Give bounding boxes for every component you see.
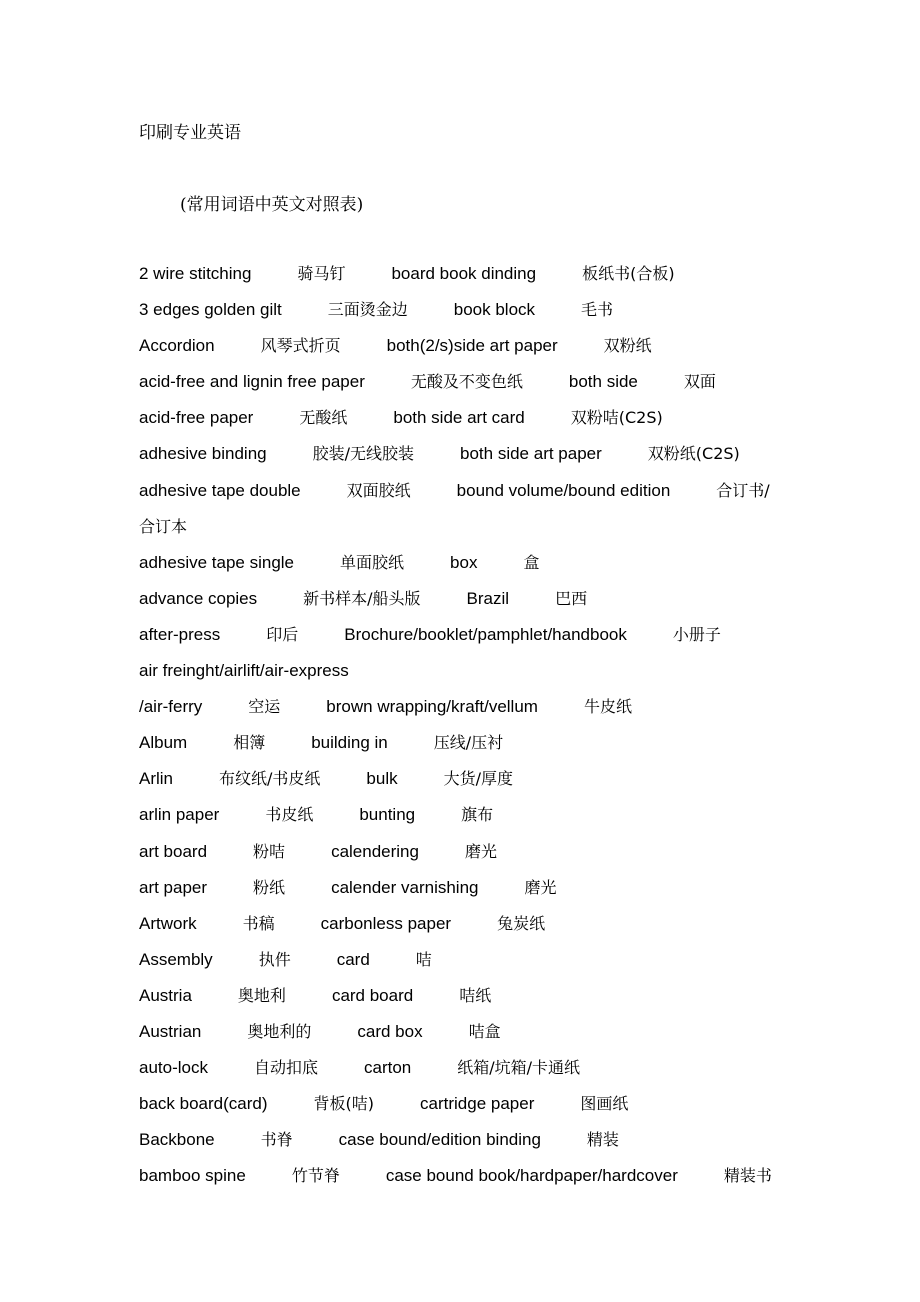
chinese-term: 三面烫金边 [327,300,408,320]
glossary-line [139,731,799,767]
chinese-term: 旗布 [461,805,494,825]
glossary-line [139,876,799,912]
chinese-term: 小册子 [672,624,721,644]
chinese-term: 无酸及不变色纸 [410,372,523,392]
chinese-term: 合订本 [139,516,188,536]
english-term: box [450,552,478,572]
glossary-line [139,1020,799,1056]
chinese-term: 巴西 [555,588,588,608]
english-term: cartridge paper [420,1094,535,1114]
chinese-term: 新书样本/船头版 [303,588,421,608]
english-term: bound volume/bound edition [456,480,671,500]
glossary-line [139,262,799,298]
english-term: acid-free paper [139,408,254,428]
english-term: case bound/edition binding [338,1130,541,1150]
english-term: bulk [366,769,398,789]
chinese-term: 磨光 [524,877,557,897]
english-term: both side [568,372,638,392]
glossary-line [139,948,799,984]
english-term: adhesive tape single [139,552,295,572]
glossary-line [139,370,799,406]
english-term: carbonless paper [320,913,452,933]
chinese-term: 书脊 [260,1130,293,1150]
glossary-line [139,406,799,442]
english-term: brown wrapping/kraft/vellum [326,697,538,717]
chinese-term: 咭盒 [468,1021,501,1041]
chinese-term: 牛皮纸 [583,697,632,717]
chinese-term: 粉纸 [253,877,286,897]
glossary-line [139,767,799,803]
english-term: arlin paper [139,805,220,825]
chinese-term: 双粉咭(C2S) [570,408,663,428]
glossary-line [139,1164,799,1200]
english-term: adhesive tape double [139,480,301,500]
glossary-line [139,912,799,948]
chinese-term: 相簿 [233,733,266,753]
chinese-term: 奥地利 [237,985,286,1005]
chinese-term: 双粉纸 [603,336,652,356]
chinese-term: 精装 [586,1130,619,1150]
chinese-term: 胶装/无线胶装 [312,444,415,464]
english-term: acid-free and lignin free paper [139,372,365,392]
chinese-term: 咭纸 [459,985,492,1005]
english-term: card [336,949,370,969]
english-term: both side art paper [460,444,602,464]
english-term: calendering [331,841,419,861]
chinese-term: 图画纸 [580,1094,629,1114]
glossary-line [139,1056,799,1092]
english-term: art board [139,841,208,861]
chinese-term: 布纹纸/书皮纸 [219,769,321,789]
chinese-term: 合订书/ [716,480,770,500]
glossary-line [139,298,799,334]
english-term: back board(card) [139,1094,268,1114]
document-title: 印刷专业英语 [139,123,241,143]
english-term: art paper [139,877,208,897]
english-term: case bound book/hardpaper/hardcover [385,1166,678,1186]
english-term: carton [364,1058,412,1078]
chinese-term: 盒 [523,552,540,572]
glossary-line [139,479,799,515]
english-term: air freinght/airlift/air-express [139,661,349,681]
chinese-term: 纸箱/坑箱/卡通纸 [457,1058,581,1078]
english-term: card board [331,985,414,1005]
chinese-term: 咭 [415,949,432,969]
chinese-term: 双面 [683,372,716,392]
english-term: both(2/s)side art paper [386,336,558,356]
glossary-line [139,803,799,839]
chinese-term: 风琴式折页 [260,336,341,356]
english-term: 3 edges golden gilt [139,300,282,320]
chinese-term: 印后 [266,624,299,644]
glossary-list [139,262,799,1200]
english-term: Brazil [466,588,510,608]
glossary-line [139,334,799,370]
english-term: adhesive binding [139,444,267,464]
glossary-line [139,587,799,623]
chinese-term: 书稿 [242,913,275,933]
english-term: both side art card [393,408,525,428]
english-term: after-press [139,624,221,644]
english-term: building in [311,733,388,753]
english-term: Artwork [139,913,197,933]
chinese-term: 粉咭 [253,841,286,861]
english-term: Austrian [139,1021,202,1041]
glossary-line [139,695,799,731]
chinese-term: 自动扣底 [253,1058,318,1078]
chinese-term: 无酸纸 [299,408,348,428]
english-term: /air-ferry [139,697,203,717]
chinese-term: 板纸书(合板) [582,264,675,283]
chinese-term: 磨光 [464,841,497,861]
english-term: Album [139,733,188,753]
chinese-term: 精装书 [723,1166,772,1186]
english-term: board book dinding [391,264,537,283]
glossary-line [139,840,799,876]
chinese-term: 单面胶纸 [340,552,405,572]
chinese-term: 大货/厚度 [443,769,514,789]
glossary-line [139,442,799,478]
english-term: book block [453,300,536,320]
english-term: auto-lock [139,1058,208,1078]
glossary-line [139,515,799,551]
english-term: Assembly [139,949,213,969]
english-term: card box [357,1021,423,1041]
chinese-term: 压线/压衬 [433,733,504,753]
chinese-term: 毛书 [581,300,614,320]
chinese-term: 骑马钉 [297,264,346,283]
chinese-term: 兔炭纸 [497,913,546,933]
english-term: bamboo spine [139,1166,246,1186]
glossary-line [139,623,799,659]
glossary-line [139,551,799,587]
document-subtitle: (常用词语中英文对照表) [180,195,364,215]
chinese-term: 书皮纸 [265,805,314,825]
english-term: Accordion [139,336,215,356]
english-term: calender varnishing [331,877,479,897]
english-term: advance copies [139,588,258,608]
english-term: Backbone [139,1130,215,1150]
chinese-term: 执件 [258,949,291,969]
english-term: Austria [139,985,192,1005]
chinese-term: 双面胶纸 [346,480,411,500]
english-term: Brochure/booklet/pamphlet/handbook [344,624,627,644]
english-term: 2 wire stitching [139,264,252,283]
glossary-line [139,1128,799,1164]
glossary-line [139,984,799,1020]
chinese-term: 双粉纸(C2S) [647,444,740,464]
glossary-line [139,1092,799,1128]
chinese-term: 背板(咭) [313,1094,375,1114]
glossary-line [139,659,799,695]
english-term: bunting [359,805,416,825]
chinese-term: 竹节脊 [291,1166,340,1186]
chinese-term: 空运 [248,697,281,717]
chinese-term: 奥地利的 [247,1021,312,1041]
english-term: Arlin [139,769,174,789]
